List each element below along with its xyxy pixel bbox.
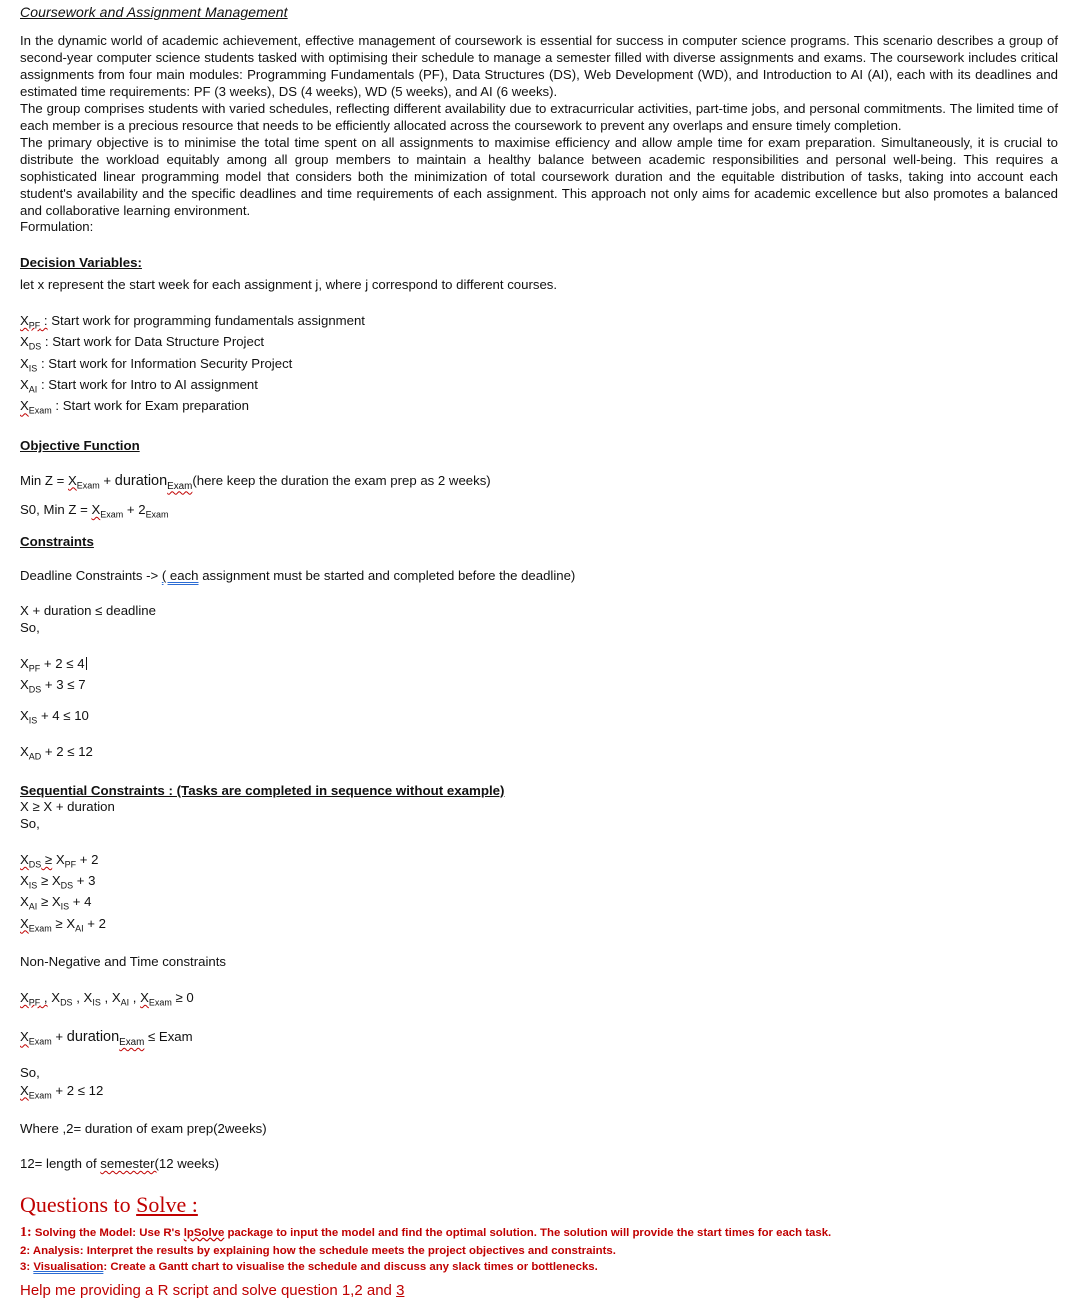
sequential-exam-lhs: $X_{Exam}$ — [20, 915, 52, 934]
objective2-sub2: Exam — [145, 509, 169, 520]
sequential-exam-op: ≥ — [55, 915, 63, 931]
deadline-ds-sub: DS — [28, 684, 42, 695]
sequential-equation-ds — [20, 851, 1058, 869]
objective-equation-2 — [20, 502, 1058, 519]
variable-exam-sep: : — [55, 398, 60, 414]
paragraph-group — [20, 100, 1058, 134]
deadline-ad-text: + 2 ≤ 12 — [41, 743, 93, 759]
questions-list — [20, 1223, 1058, 1275]
sequential-is-rhs-sub: DS — [60, 880, 74, 891]
sequential-is-lhs-sub: IS — [28, 880, 38, 891]
objective-exam-var: $X_{Exam}$ — [68, 472, 100, 491]
deadline-so-label: So, — [20, 619, 40, 635]
sequential-exam-lhs-sub: Exam — [28, 923, 52, 934]
sequential-ai-rhs: $X_{IS}$ — [51, 894, 70, 913]
question-2-number: 2: — [20, 1244, 31, 1257]
objective-duration-sub: Exam — [167, 480, 193, 492]
variable-ds-sub: DS — [28, 342, 42, 352]
deadline-generic-equation: X + duration ≤ deadline — [20, 602, 156, 618]
exam-final-var: $X_{Exam}$ — [20, 1082, 52, 1101]
sequential-ai-rhs-sub: IS — [60, 902, 70, 913]
exam-duration-plus: + — [51, 1029, 67, 1045]
variable-exam-sub: Exam — [28, 405, 52, 416]
question-item-1 — [20, 1223, 1058, 1243]
heading-decision-variables: Decision Variables: — [20, 255, 142, 271]
variable-exam — [20, 397, 1058, 415]
sequential-ds-rhs-sub: PF — [64, 859, 77, 870]
deadline-is-var: $X_{IS}$ — [20, 708, 38, 727]
question-3-text: : Create a Gantt chart to visualise the schedule and discuss any slack times or bottlenecks. — [103, 1261, 598, 1273]
sequential-ai-tail: + 4 — [69, 894, 92, 910]
variable-ai — [20, 376, 1058, 394]
objective-plus: + — [99, 472, 115, 488]
deadline-is-sub: IS — [28, 716, 38, 727]
semester-word: semester( — [100, 1155, 159, 1171]
question-1-label: Solving the Model: — [34, 1226, 137, 1239]
questions-heading-prefix: Questions to — [20, 1191, 137, 1217]
paragraph-objective — [20, 134, 1058, 219]
sequential-exam-tail: + 2 — [83, 915, 106, 931]
sequential-is-rhs: $X_{DS}$ — [51, 873, 74, 891]
sequential-so-label: So, — [20, 815, 40, 831]
question-1-text-before: Use R's — [136, 1226, 184, 1239]
nonneg-so-label: So, — [20, 1064, 40, 1080]
exam-duration-var: $X_{Exam}$ — [20, 1029, 52, 1047]
heading-constraints: Constraints — [20, 534, 94, 550]
deadline-constraints-paren: ( each — [161, 568, 199, 584]
question-2-label: Analysis: — [32, 1244, 84, 1257]
variable-exam-text: Start work for Exam preparation — [62, 398, 249, 414]
sequential-equation-is — [20, 872, 1058, 890]
question-3-number: 3: — [20, 1261, 31, 1273]
deadline-equation-ds — [20, 676, 1058, 694]
semester-line — [20, 1156, 1058, 1173]
variable-pf-text: Start work for programming fundamentals assignment — [51, 313, 365, 329]
deadline-ad-sub: AD — [28, 751, 42, 762]
heading-sequential-constraints: Sequential Constraints : (Tasks are completed in sequence without example) — [20, 783, 505, 798]
deadline-pf-sub: PF — [28, 663, 41, 674]
variable-is-sub: IS — [28, 363, 38, 374]
paragraph-group-text: The group comprises students with varied schedules, reflecting different availability due to extracurricular activities, part-time jobs, and personal commitments. The limited time of each member is a precious resource that needs to be efficiently allocated across the coursework to prevent any overlaps and ensure timely completion. — [20, 101, 1058, 134]
nonneg-var-pf-sub: PF — [28, 997, 41, 1008]
objective-note: (here keep the duration the exam prep as 2 weeks) — [192, 472, 491, 488]
where-line: Where ,2= duration of exam prep(2weeks) — [20, 1121, 267, 1136]
deadline-pf-var: $X_{PF}$ — [20, 655, 41, 674]
paragraph-objective-text: The primary objective is to minimise the total time spent on all assignments to maximise efficiency and allow ample time for exam preparation. Simultaneously, it is crucial to distribute the workload equitably among all group members to maintain a healthy balance between academic responsibilities and personal well-being. This requires a sophisticated linear programming model that considers both the minimization of total coursework duration and the equitable distribution of tasks, taking into account each student's availability and the specific deadlines and time requirements of each assignment. This approach not only aims for academic excellence but also promotes a balanced and collaborative learning environment. — [20, 135, 1058, 219]
sequential-generic-equation: X ≥ X + duration — [20, 799, 115, 815]
variable-ai-text: Start work for Intro to AI assignment — [48, 376, 258, 392]
exam-duration-term: duration$_{Exam}$ — [66, 1029, 145, 1049]
exam-duration-var-sub: Exam — [28, 1036, 52, 1047]
nonneg-var-is: $X_{IS}$ — [83, 989, 101, 1008]
question-2-text: Interpret the results by explaining how the schedule meets the project objectives and constraints. — [83, 1244, 616, 1257]
objective-duration: duration$_{Exam}$ — [114, 472, 193, 492]
deadline-ds-text: + 3 ≤ 7 — [41, 677, 86, 693]
exam-duration-term-sub: Exam — [119, 1037, 145, 1049]
variable-ds — [20, 333, 1058, 351]
final-request-underlined: 3 — [396, 1282, 405, 1300]
final-request — [20, 1281, 1058, 1300]
heading-nonnegative: Non-Negative and Time constraints — [20, 954, 226, 970]
objective2-plus: + 2 — [123, 502, 146, 518]
question-item-3 — [20, 1259, 1058, 1275]
decision-variables-lead: let x represent the start week for each assignment j, where j correspond to different courses. — [20, 277, 558, 293]
deadline-equation-pf — [20, 655, 1058, 673]
heading-objective-function: Objective Function — [20, 437, 140, 453]
exam-duration-equation — [20, 1028, 1058, 1047]
nonneg-var-ai-sub: AI — [120, 997, 130, 1008]
objective-equation-1-prefix: Min Z = — [20, 472, 68, 488]
questions-heading-underlined: Solve : — [136, 1191, 198, 1217]
variable-is — [20, 355, 1058, 373]
deadline-equation-ad — [20, 743, 1058, 761]
objective2-exam-sub: Exam — [100, 509, 124, 520]
deadline-ds-var: $X_{DS}$ — [20, 677, 42, 695]
variable-ds-symbol: $X_{DS}$ : — [20, 334, 49, 352]
nonneg-var-exam-sub: Exam — [148, 997, 172, 1008]
deadline-constraints-rest: assignment must be started and completed before the deadline) — [202, 568, 576, 584]
variable-is-text: Start work for Information Security Project — [48, 355, 293, 371]
question-1-text-after: package to input the model and find the optimal solution. The solution will provide the start times for each task. — [224, 1226, 832, 1239]
nonnegative-equation: $X_{PF}$ , $X_{DS}$ , $X_{IS}$ , $X_{AI}$ , $X_{Exam} \ge 0$ — [20, 989, 194, 1008]
nonneg-var-exam: $X_{Exam}$ — [140, 989, 172, 1008]
sequential-ai-lhs-sub: AI — [28, 902, 38, 913]
heading-questions-to-solve — [20, 1191, 1058, 1219]
paragraph-intro-text: In the dynamic world of academic achievement, effective management of coursework is essential for success in computer science programs. This scenario describes a group of second-year computer science students tasked with optimising their schedule to manage a semester filled with diverse assignments and exams. The coursework includes critical assignments from four main modules: Programming Fundamentals (PF), Data Structures (DS), Web Development (WD), and Introduction to AI (AI), each with its deadlines and estimated time requirements: PF (3 weeks), DS (4 weeks), WD (5 weeks), and AI (6 weeks). — [20, 32, 1058, 99]
nonneg-var-ds: $X_{DS}$ — [51, 989, 73, 1008]
sequential-ds-lhs-sub: DS — [28, 859, 42, 870]
objective2-exam-var: $X_{Exam}$ — [91, 502, 124, 520]
exam-final-var-sub: Exam — [28, 1090, 52, 1101]
sequential-exam-rhs-sub: AI — [75, 923, 84, 934]
exam-duration-tail: ≤ Exam — [144, 1029, 193, 1045]
nonneg-var-is-sub: IS — [92, 997, 101, 1008]
question-1-package-name: lpSolve — [183, 1226, 225, 1239]
sequential-is-tail: + 3 — [73, 873, 96, 889]
variable-ai-symbol: $X_{AI}$ : — [20, 376, 45, 395]
sequential-exam-rhs: $X_{AI}$ — [66, 915, 84, 934]
sequential-is-lhs: $X_{IS}$ ≥ — [20, 873, 49, 891]
text-cursor — [86, 657, 87, 670]
deadline-is-text: + 4 ≤ 10 — [37, 708, 89, 724]
formulation-label: Formulation: — [20, 219, 94, 235]
deadline-constraints-line — [20, 568, 1058, 585]
nonneg-tail: ≥ 0 — [171, 989, 194, 1005]
exam-final-tail: + 2 ≤ 12 — [51, 1082, 104, 1098]
variable-is-symbol: $X_{IS}$ : — [20, 355, 45, 374]
exam-final-equation — [20, 1082, 1058, 1100]
deadline-ad-var: $X_{AD}$ — [20, 743, 42, 762]
question-1-number: 1: — [20, 1224, 32, 1240]
deadline-equation-is — [20, 707, 1058, 725]
variable-pf — [20, 312, 1058, 330]
semester-prefix: 12= length of — [20, 1155, 101, 1171]
objective-exam-sub: Exam — [76, 480, 100, 491]
sequential-ai-lhs: $X_{AI}$ ≥ — [20, 894, 49, 913]
page-title: Coursework and Assignment Management — [20, 4, 288, 20]
objective-equation-1 — [20, 472, 1058, 491]
variable-exam-symbol: $X_{Exam}$ — [20, 398, 52, 416]
sequential-equation-ai — [20, 893, 1058, 911]
variable-ai-sub: AI — [28, 384, 38, 395]
paragraph-intro — [20, 32, 1058, 100]
deadline-constraints-label: Deadline Constraints -> — [20, 568, 159, 584]
final-request-prefix: Help me providing a R script and solve question 1,2 and — [20, 1282, 397, 1300]
nonneg-var-pf: $X_{PF}$ , — [20, 989, 48, 1008]
sequential-ds-tail: + 2 — [76, 851, 99, 867]
deadline-pf-text: + 2 ≤ 4 — [40, 655, 85, 671]
document-page — [0, 4, 1078, 1314]
question-3-label: Visualisation — [33, 1261, 104, 1273]
sequential-ds-rhs: $X_{PF}$ — [55, 851, 77, 870]
nonneg-var-ds-sub: DS — [60, 997, 73, 1008]
sequential-equation-exam — [20, 915, 1058, 933]
variable-pf-sub: PF — [28, 320, 41, 331]
semester-tail: 12 weeks) — [158, 1155, 220, 1171]
nonneg-var-ai: $X_{AI}$ — [111, 989, 130, 1008]
variable-pf-symbol: $X_{PF}$ : — [20, 313, 48, 331]
question-item-2 — [20, 1243, 1058, 1259]
objective-equation-2-prefix: S0, Min Z = — [20, 502, 92, 518]
variable-ds-text: Start work for Data Structure Project — [52, 334, 265, 350]
sequential-ds-lhs: $X_{DS}$ ≥ — [20, 851, 53, 870]
